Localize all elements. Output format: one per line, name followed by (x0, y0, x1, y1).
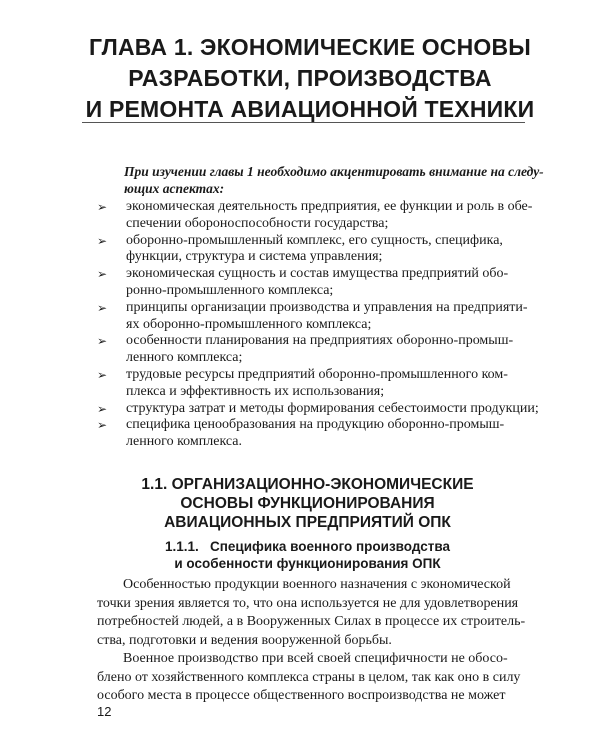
intro-line: ющих аспектах: (124, 181, 225, 196)
study-intro (124, 163, 544, 197)
chapter-title (60, 32, 560, 125)
paragraph-line: потребностей людей, а в Вооруженных Силах в процессе их строитель- (97, 614, 526, 629)
arrow-bullet-icon: ➢ (97, 300, 108, 315)
aspect-item (97, 199, 537, 233)
aspect-line: принципы организации производства и управления на предприяти- (126, 299, 528, 315)
paragraph (97, 576, 542, 650)
aspect-item (97, 401, 537, 418)
aspect-line: экономическая сущность и состав имущества предприятий обо- (126, 266, 509, 282)
paragraph-line: Военное производство при всей своей специфичности не обосо- (123, 651, 508, 666)
arrow-bullet-icon: ➢ (97, 418, 108, 433)
aspect-item (97, 367, 537, 401)
arrow-bullet-icon: ➢ (97, 334, 108, 349)
arrow-bullet-icon: ➢ (97, 367, 108, 382)
page-number: 12 (97, 704, 112, 719)
intro-line: При изучении главы 1 необходимо акцентировать внимание на следу- (124, 164, 544, 179)
aspect-line: специфика ценообразования на продукцию оборонно-промыш- (126, 417, 505, 433)
arrow-bullet-icon: ➢ (97, 233, 108, 248)
chapter-title-line: И РЕМОНТА АВИАЦИОННОЙ ТЕХНИКИ (85, 96, 535, 122)
aspect-line: экономическая деятельность предприятия, ее функции и роль в обе- (126, 199, 533, 214)
arrow-bullet-icon: ➢ (97, 401, 108, 416)
paragraph-line: точки зрения является то, что она используется не для удовлетворения (97, 595, 519, 611)
section-heading-line: ОСНОВЫ ФУНКЦИОНИРОВАНИЯ (180, 495, 435, 512)
paragraph-line: Особенностью продукции военного назначения с экономической (123, 577, 511, 592)
aspect-item (97, 233, 537, 267)
paragraph-line: блено от хозяйственного комплекса страны в целом, так как оно в силу (97, 669, 521, 685)
title-divider (82, 122, 525, 123)
aspect-line: плекса и эффективность их использования; (126, 383, 385, 399)
chapter-title-line: ГЛАВА 1. ЭКОНОМИЧЕСКИЕ ОСНОВЫ (88, 34, 532, 60)
aspect-line: ленного комплекса. (126, 434, 243, 450)
chapter-title-line: РАЗРАБОТКИ, ПРОИЗВОДСТВА (128, 65, 492, 91)
aspect-line: ях оборонно-промышленного комплекса; (126, 316, 372, 332)
aspect-item (97, 333, 537, 367)
aspect-item (97, 417, 537, 451)
aspect-item (97, 300, 537, 334)
aspect-line: структура затрат и методы формирования себестоимости продукции; (126, 400, 539, 416)
paragraph (97, 650, 542, 706)
arrow-bullet-icon: ➢ (97, 267, 108, 282)
arrow-bullet-icon: ➢ (97, 200, 108, 214)
paragraph-line: ства, подготовки и ведения вооруженной борьбы. (97, 632, 392, 648)
section-heading (80, 475, 535, 532)
aspect-line: оборонно-промышленный комплекс, его сущность, специфика, (126, 232, 503, 248)
paragraph-line: особого места в процессе общественного воспроизводства не может (97, 688, 506, 703)
subsection-heading-line: 1.1.1. Специфика военного производства (164, 539, 451, 554)
aspect-line: ленного комплекса; (126, 350, 243, 366)
body-text (97, 576, 542, 706)
aspect-line: спечении обороноспособности государства; (126, 215, 389, 231)
aspects-list (97, 199, 537, 451)
aspect-line: ронно-промышленного комплекса; (126, 282, 334, 298)
aspect-line: функции, структура и система управления; (126, 249, 383, 265)
subsection-heading (120, 538, 495, 572)
section-heading-line: 1.1. ОРГАНИЗАЦИОННО-ЭКОНОМИЧЕСКИЕ (141, 476, 474, 493)
section-heading-line: АВИАЦИОННЫХ ПРЕДПРИЯТИЙ ОПК (164, 514, 451, 531)
subsection-heading-line: и особенности функционирования ОПК (174, 556, 441, 571)
aspect-line: трудовые ресурсы предприятий оборонно-промышленного ком- (126, 366, 508, 382)
aspect-item (97, 266, 537, 300)
aspect-line: особенности планирования на предприятиях оборонно-промыш- (126, 333, 514, 349)
